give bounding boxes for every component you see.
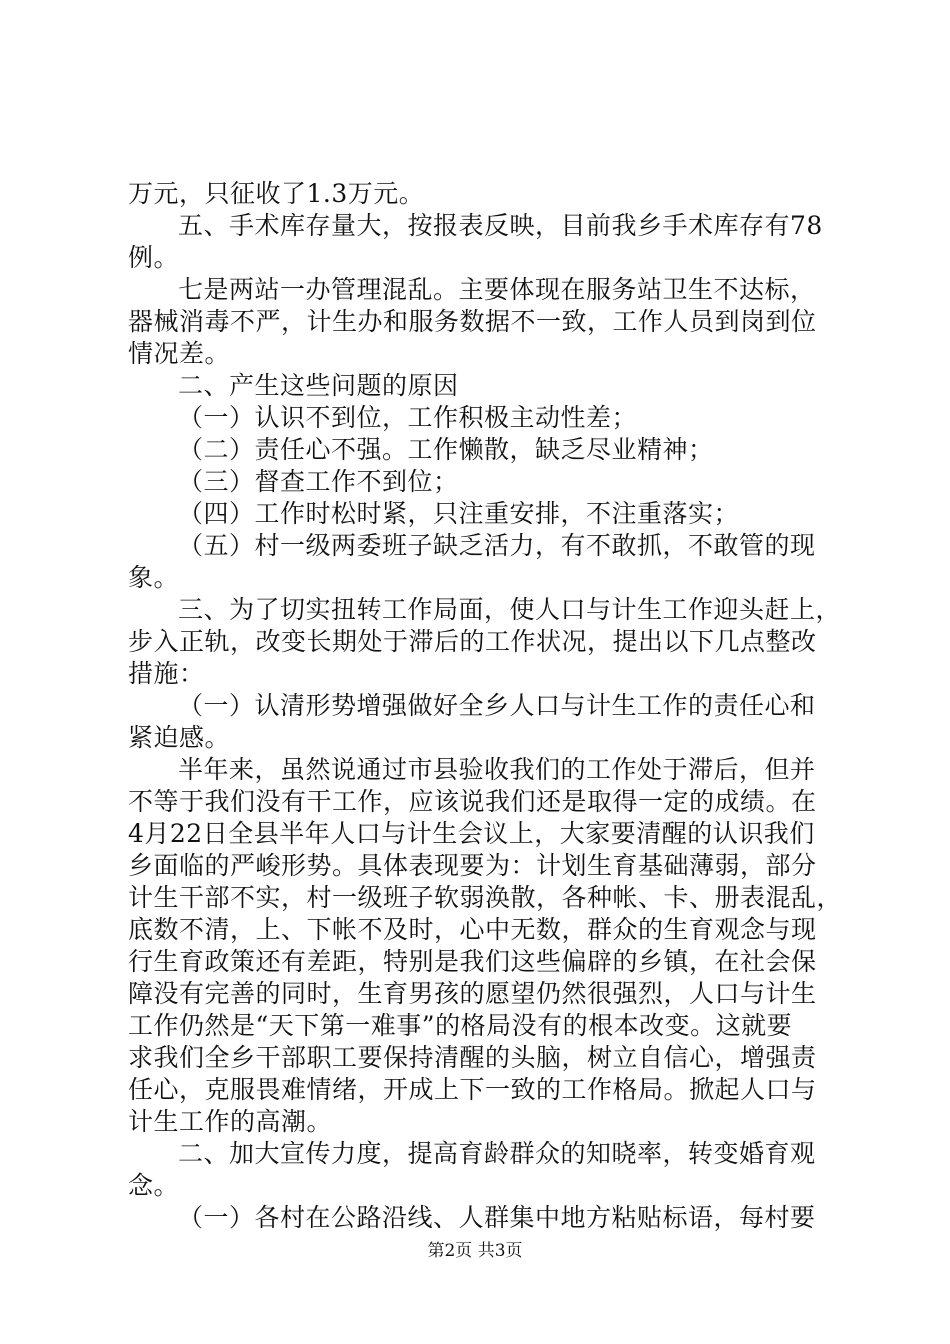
list-item: （五）村一级两委班子缺乏活力，有不敢抓，不敢管的现 [178, 531, 816, 560]
paragraph-line: 半年来，虽然说通过市县验收我们的工作处于滞后，但并 [178, 755, 816, 784]
paragraph-line: 三、为了切实扭转工作局面，使人口与计生工作迎头赶上， [178, 595, 842, 624]
list-item: （二）责任心不强。工作懒散，缺乏尽业精神； [178, 435, 714, 464]
list-item: （一）认识不到位，工作积极主动性差； [178, 403, 638, 432]
paragraph-line: 计生工作的高潮。 [128, 1107, 333, 1136]
paragraph-line: 乡面临的严峻形势。具体表现要为：计划生育基础薄弱，部分 [128, 851, 817, 880]
paragraph-line: 紧迫感。 [128, 723, 231, 752]
paragraph-line: 4月22日全县半年人口与计生会议上，大家要清醒的认识我们 [128, 819, 815, 848]
list-item: （四）工作时松时紧，只注重安排，不注重落实； [178, 499, 740, 528]
subsection-heading: （一）认清形势增强做好全乡人口与计生工作的责任心和 [178, 691, 816, 720]
paragraph-line: 障没有完善的同时，生育男孩的愿望仍然很强烈，人口与计生 [128, 979, 817, 1008]
list-item: （三）督查工作不到位； [178, 467, 459, 496]
paragraph-line: 象。 [128, 563, 180, 592]
list-item: （一）各村在公路沿线、人群集中地方粘贴标语，每村要 [178, 1203, 816, 1232]
paragraph-line: 念。 [128, 1171, 180, 1200]
paragraph-line: 情况差。 [128, 339, 231, 368]
paragraph-line: 万元，只征收了1.3万元。 [128, 179, 425, 208]
paragraph-line: 措施： [128, 659, 205, 688]
section-heading: 二、产生这些问题的原因 [178, 371, 459, 400]
paragraph-line: 五、手术库存量大，按报表反映，目前我乡手术库存有78 [178, 211, 823, 240]
paragraph-line: 任心，克服畏难情绪，开成上下一致的工作格局。掀起人口与 [128, 1075, 817, 1104]
paragraph-line: 行生育政策还有差距，特别是我们这些偏辟的乡镇，在社会保 [128, 947, 817, 976]
paragraph-line: 计生干部不实，村一级班子软弱涣散，各种帐、卡、册表混乱， [128, 883, 843, 912]
section-heading: 二、加大宣传力度，提高育龄群众的知晓率，转变婚育观 [178, 1139, 816, 1168]
page-number-footer: 第2页 共3页 [427, 1241, 523, 1261]
paragraph-line: 不等于我们没有干工作，应该说我们还是取得一定的成绩。在 [128, 787, 817, 816]
paragraph-line: 器械消毒不严，计生办和服务数据不一致，工作人员到岗到位 [128, 307, 817, 336]
paragraph-line: 步入正轨，改变长期处于滞后的工作状况，提出以下几点整改 [128, 627, 817, 656]
paragraph-line: 七是两站一办管理混乱。主要体现在服务站卫生不达标， [178, 275, 816, 304]
paragraph-line: 工作仍然是“天下第一难事”的格局没有的根本改变。这就要 [128, 1011, 793, 1040]
paragraph-line: 求我们全乡干部职工要保持清醒的头脑，树立自信心，增强责 [128, 1043, 817, 1072]
paragraph-line: 底数不清，上、下帐不及时，心中无数，群众的生育观念与现 [128, 915, 817, 944]
paragraph-line: 例。 [128, 243, 180, 272]
